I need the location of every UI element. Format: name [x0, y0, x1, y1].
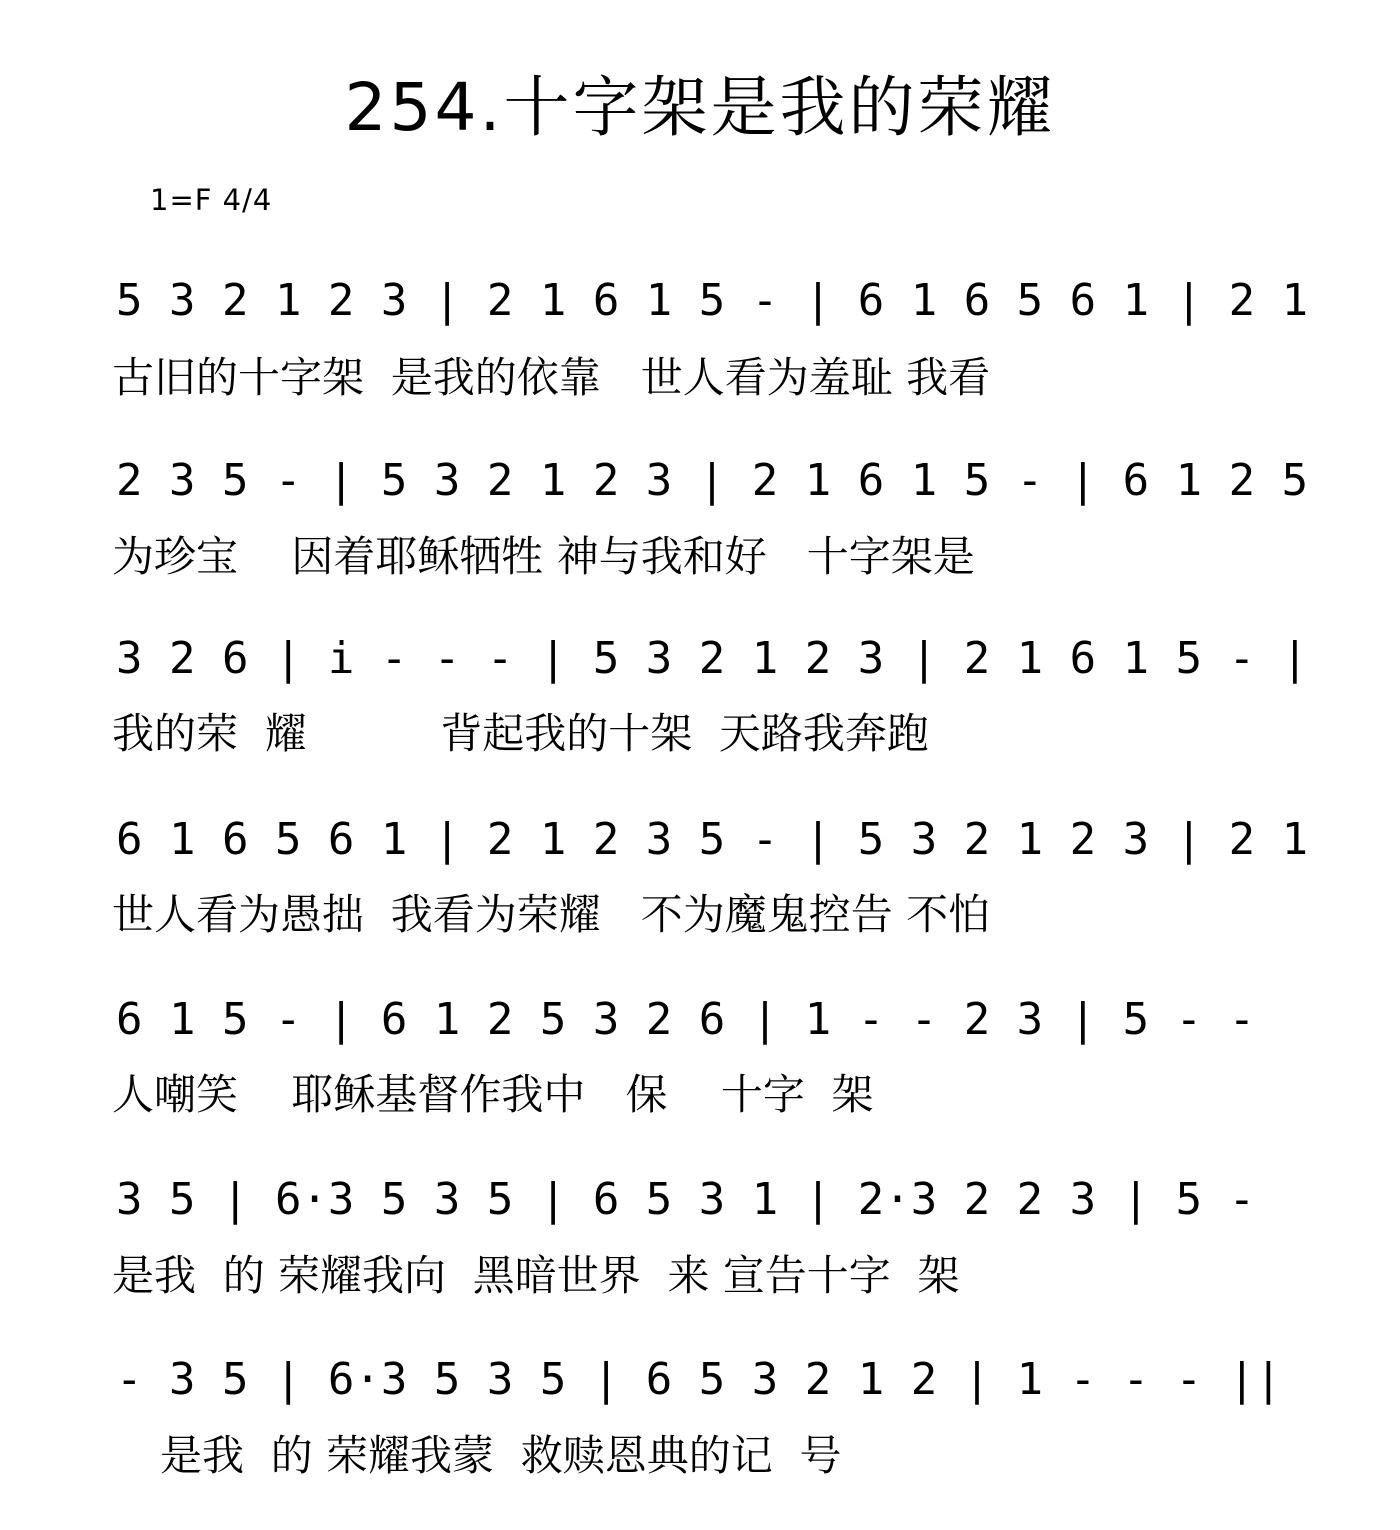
- notation-row-3: 3 2 6 | i - - - | 5 3 2 1 2 3 | 2 1 6 1 5 - |: [116, 633, 1309, 684]
- notation-row-5: 6 1 5 - | 6 1 2 5 3 2 6 | 1 - - 2 3 | 5 - -: [116, 994, 1256, 1045]
- notation-row-6: 3 5 | 6·3 5 3 5 | 6 5 3 1 | 2·3 2 2 3 | 5 -: [116, 1174, 1256, 1225]
- lyrics-row-7: 是我 的 荣耀我蒙 救赎恩典的记 号: [160, 1431, 842, 1480]
- notation-row-1: 5 3 2 1 2 3 | 2 1 6 1 5 - | 6 1 6 5 6 1 | 2 1: [116, 275, 1309, 326]
- notation-row-2: 2 3 5 - | 5 3 2 1 2 3 | 2 1 6 1 5 - | 6 1 2 5: [116, 455, 1309, 506]
- key-signature: 1=F 4/4: [150, 183, 273, 217]
- lyrics-row-1: 古旧的十字架 是我的依靠 世人看为羞耻 我看: [112, 353, 991, 402]
- lyrics-row-4: 世人看为愚拙 我看为荣耀 不为魔鬼控告 不怕: [112, 890, 991, 939]
- notation-row-7: - 3 5 | 6·3 5 3 5 | 6 5 3 2 1 2 | 1 - - - ||: [116, 1354, 1282, 1405]
- lyrics-row-3: 我的荣 耀 背起我的十架 天路我奔跑: [112, 709, 929, 758]
- lyrics-row-6: 是我 的 荣耀我向 黑暗世界 来 宣告十字 架: [112, 1251, 960, 1300]
- notation-row-4: 6 1 6 5 6 1 | 2 1 2 3 5 - | 5 3 2 1 2 3 | 2 1: [116, 814, 1309, 865]
- lyrics-row-5: 人嘲笑 耶稣基督作我中 保 十字 架: [112, 1070, 874, 1119]
- song-title: 254.十字架是我的荣耀: [344, 69, 1056, 146]
- lyrics-row-2: 为珍宝 因着耶稣牺牲 神与我和好 十字架是: [112, 532, 975, 581]
